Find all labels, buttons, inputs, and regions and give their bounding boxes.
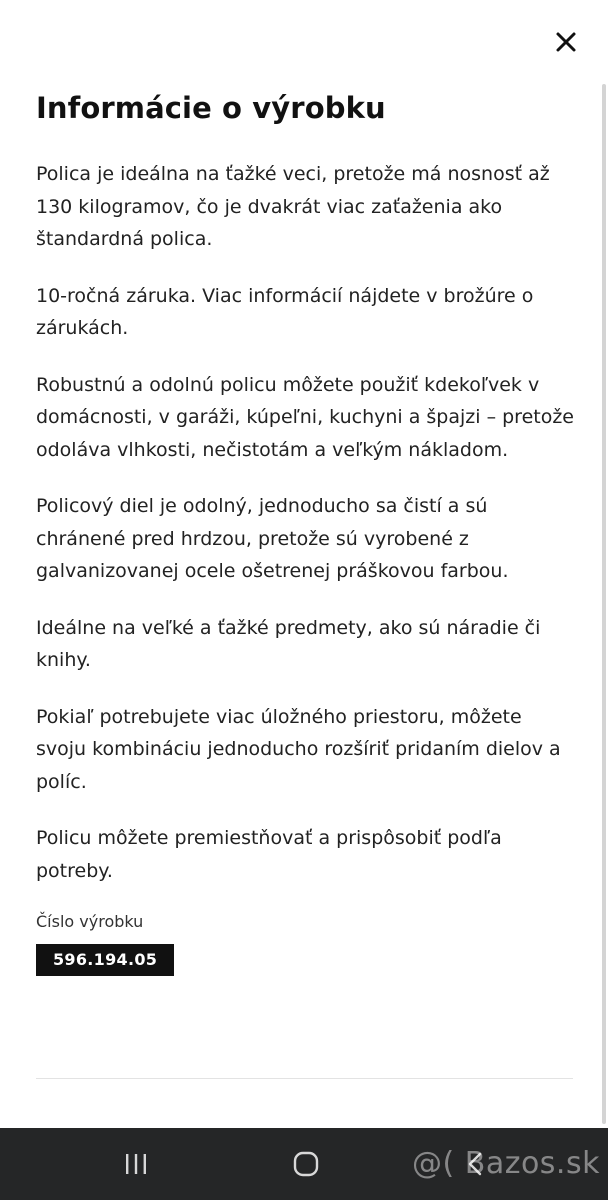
description-paragraph-2: 10-ročná záruka. Viac informácií nájdete v brožúre o zárukách.: [36, 284, 534, 339]
home-button[interactable]: [266, 1128, 346, 1200]
home-icon: [292, 1150, 320, 1178]
scrollbar[interactable]: [602, 84, 606, 1124]
close-button[interactable]: [548, 24, 584, 60]
divider: [36, 1078, 573, 1079]
recent-apps-icon: [122, 1151, 150, 1177]
description-paragraph-5: Ideálne na veľké a ťažké predmety, ako sú náradie či knihy.: [36, 616, 541, 671]
close-icon: [548, 24, 584, 60]
description-paragraph-1: Polica je ideálna na ťažké veci, pretože má nosnosť až 130 kilogramov, čo je dvakrát viac zaťaženia ako štandardná polica.: [36, 163, 550, 250]
product-description: [36, 158, 576, 887]
recent-apps-button[interactable]: [96, 1128, 176, 1200]
description-paragraph-7: Policu môžete premiestňovať a prispôsobiť podľa potreby.: [36, 827, 502, 882]
page-title: Informácie o výrobku: [36, 91, 386, 125]
watermark: @( Bazos.sk: [412, 1146, 600, 1181]
product-number-badge: 596.194.05: [36, 944, 174, 976]
product-number-label: Číslo výrobku: [36, 912, 144, 931]
description-paragraph-3: Robustnú a odolnú policu môžete použiť kdekoľvek v domácnosti, v garáži, kúpeľni, kuchyni a špajzi – pretože odoláva vlhkosti, nečistotám a veľkým nákladom.: [36, 373, 574, 461]
description-paragraph-4: Policový diel je odolný, jednoducho sa čistí a sú chránené pred hrdzou, pretože sú vyrobené z galvanizovanej ocele ošetrenej práškovou farbou.: [36, 495, 509, 582]
product-info-panel: [36, 86, 576, 976]
description-paragraph-6: Pokiaľ potrebujete viac úložného priestoru, môžete svoju kombináciu jednoducho rozšíriť pridaním dielov a políc.: [36, 705, 561, 793]
